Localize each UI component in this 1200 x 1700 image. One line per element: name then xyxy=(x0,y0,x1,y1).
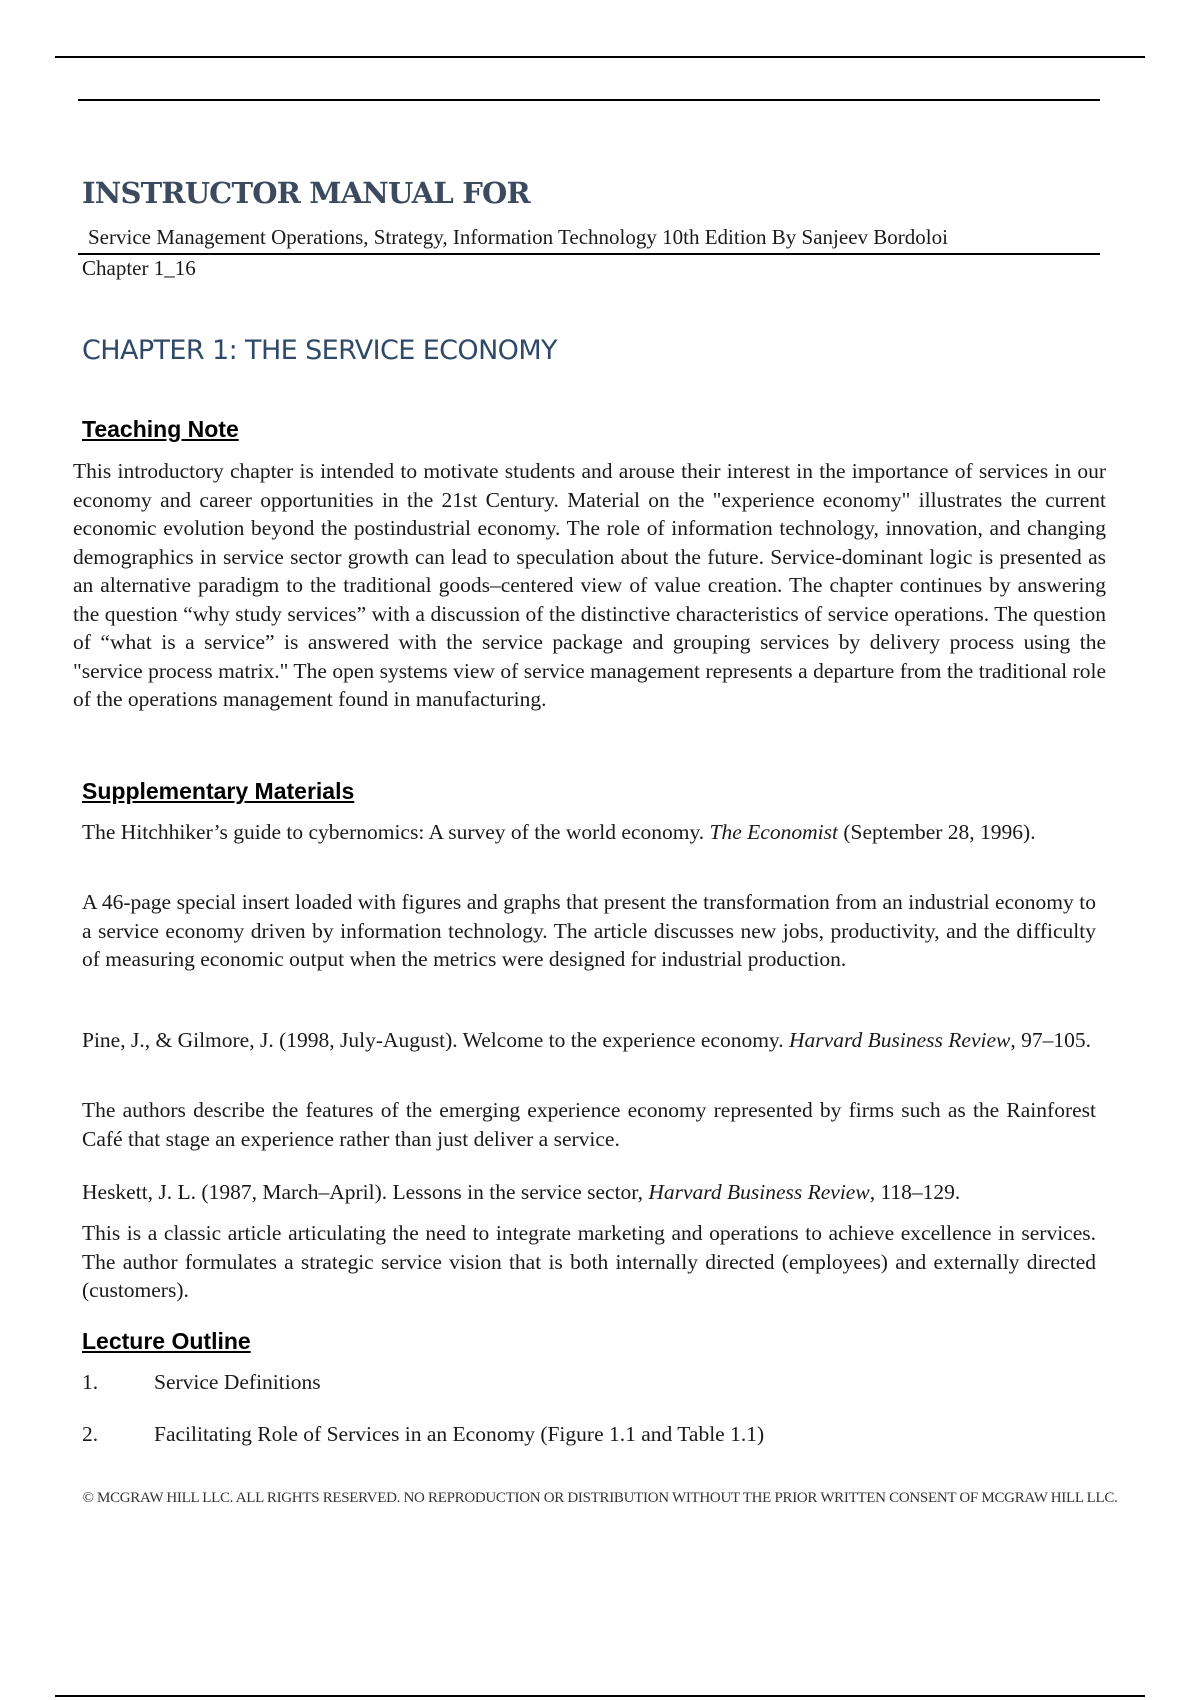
lecture-outline-heading: Lecture Outline xyxy=(82,1328,251,1354)
list-item-number: 2. xyxy=(82,1422,99,1446)
reference-description: This is a classic article articulating the need to integrate marketing and operations to achieve excellence in services. The author formulates a strategic service vision that is both internally directed (employees) and externally directed (customers). xyxy=(82,1221,1096,1302)
list-item-text: Service Definitions xyxy=(154,1370,321,1394)
chapter-heading: CHAPTER 1: THE SERVICE ECONOMY xyxy=(82,335,557,366)
reference-description: A 46-page special insert loaded with figures and graphs that present the transformation from an industrial economy to a service economy driven by information technology. The article discusses new jobs, productivity, and the difficulty of measuring economic output when the metrics were designed for industrial production. xyxy=(82,890,1096,971)
reference-citation xyxy=(82,818,1102,847)
reference-citation xyxy=(82,1026,1102,1055)
teaching-note-heading: Teaching Note xyxy=(82,416,239,442)
copyright-footer: © MCGRAW HILL LLC. ALL RIGHTS RESERVED. NO REPRODUCTION OR DISTRIBUTION WITHOUT THE PRIOR WRITTEN CONSENT OF MCGRAW HILL LLC. xyxy=(82,1490,1118,1506)
header-rule xyxy=(78,99,1100,101)
citation-text: , 118–129. xyxy=(869,1180,961,1204)
supplementary-heading: Supplementary Materials xyxy=(82,778,355,804)
citation-source: Harvard Business Review xyxy=(648,1180,870,1204)
citation-text: , 97–105. xyxy=(1010,1028,1091,1052)
chapter-range: Chapter 1_16 xyxy=(82,256,196,280)
book-subtitle: Service Management Operations, Strategy, Information Technology 10th Edition By Sanjeev Bordoloi xyxy=(88,225,948,249)
list-item-text: Facilitating Role of Services in an Economy (Figure 1.1 and Table 1.1) xyxy=(154,1422,765,1446)
citation-text: Pine, J., & Gilmore, J. (1998, July-August). Welcome to the experience economy. xyxy=(82,1028,790,1052)
citation-source: Harvard Business Review xyxy=(789,1028,1011,1052)
list-item-number: 1. xyxy=(82,1370,99,1394)
manual-title: INSTRUCTOR MANUAL FOR xyxy=(82,176,530,210)
citation-source: The Economist xyxy=(709,820,838,844)
bottom-rule xyxy=(55,1695,1145,1697)
top-rule xyxy=(55,56,1145,58)
reference-citation xyxy=(82,1178,1102,1207)
subtitle-rule xyxy=(78,253,1100,255)
reference-description: The authors describe the features of the emerging experience economy represented by firms such as the Rainforest Café that stage an experience rather than just deliver a service. xyxy=(82,1098,1096,1151)
citation-text: Heskett, J. L. (1987, March–April). Lessons in the service sector, xyxy=(82,1180,649,1204)
teaching-note-body: This introductory chapter is intended to motivate students and arouse their interest in the importance of services in our economy and career opportunities in the 21st Century. Material on the "experience economy" illustrates the current economic evolution beyond the postindustrial economy. The role of information technology, innovation, and changing demographics in service sector growth can lead to speculation about the future. Service-dominant logic is presented as an alternative paradigm to the traditional goods–centered view of value creation. The chapter continues by answering the question “why study services” with a discussion of the distinctive characteristics of service operations. The question of “what is a service” is answered with the service package and grouping services by delivery process using the "service process matrix." The open systems view of service management represents a departure from the traditional role of the operations management found in manufacturing. xyxy=(73,459,1106,711)
citation-text: (September 28, 1996). xyxy=(837,820,1036,844)
citation-text: The Hitchhiker’s guide to cybernomics: A survey of the world economy. xyxy=(82,820,710,844)
